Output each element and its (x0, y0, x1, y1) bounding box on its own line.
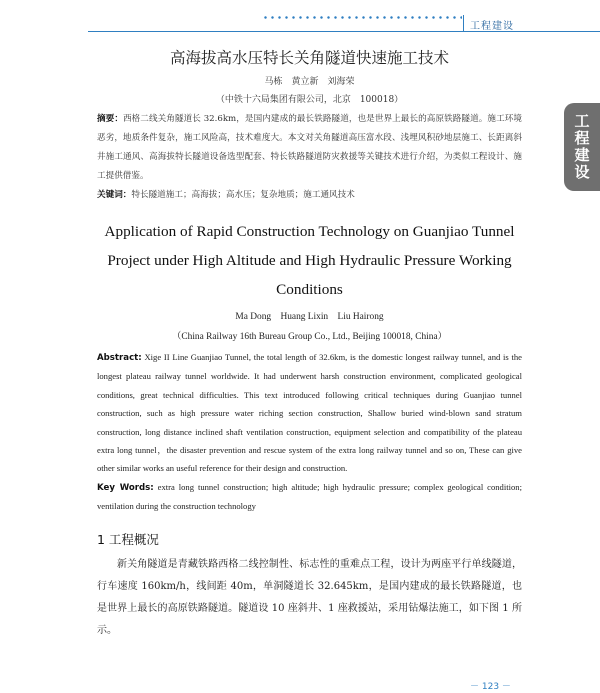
chinese-keywords (97, 186, 522, 205)
side-tab-label: 工程建设 (572, 113, 591, 181)
english-abstract-text: Xige II Line Guanjiao Tunnel, the total length of 32.6km, is the domestic longest railway tunnel, and is the longest plateau railway tunnel worldwide. It had underwent harsh construction environment, complicated geological conditions, great technical difficulties. This text introduced following critical techniques during Guanjiao tunnel construction, such as high pressure water riching section construction, Shallow buried wind-blown sand stratum construction, long distance inclined shaft ventilation construction, equipment selection and compatibility of the plateau extra long tunnel，the disaster prevention and rescue system of the extra long railway tunnel and so on, These can give other similar works an useful reference for their design and construction. (97, 352, 522, 474)
chinese-abstract-label: 摘要： (97, 114, 123, 124)
english-keywords (97, 478, 522, 516)
article (97, 46, 522, 642)
section-1-heading: 1 工程概况 (97, 531, 159, 547)
english-title: Application of Rapid Construction Technology on Guanjiao Tunnel Project under High Altitude and High Hydraulic Pressure Working Conditions (104, 223, 515, 298)
chinese-title: 高海拔高水压特长关角隧道快速施工技术 (169, 49, 449, 67)
header-rule (88, 31, 600, 32)
english-abstract-label: Abstract: (97, 353, 142, 363)
header-dots (262, 14, 462, 24)
english-abstract (97, 348, 522, 478)
page-number: － 123 － (470, 682, 511, 692)
chinese-abstract (97, 110, 522, 186)
chinese-affiliation: （中铁十六局集团有限公司，北京 100018） (215, 95, 404, 105)
chinese-keywords-label: 关键词： (97, 190, 132, 200)
side-tab (564, 103, 600, 191)
english-keywords-label: Key Words: (97, 482, 154, 493)
section-1-paragraph: 新关角隧道是青藏铁路西格二线控制性、标志性的重难点工程，设计为两座平行单线隧道，行车速度 160km/h，线间距 40m，单洞隧道长 32.645km，是国内建成的最长铁路隧道，也是世界上最长的高原铁路隧道。隧道设 10 座斜井、1 座救援站，采用钻爆法施工，如下图 1 所示。 (97, 558, 522, 636)
english-authors: Ma Dong Huang Lixin Liu Hairong (235, 312, 384, 322)
chinese-authors: 马栋 黄立新 刘海荣 (264, 77, 355, 87)
english-affiliation: （China Railway 16th Bureau Group Co., Ltd., Beijing 100018, China） (172, 332, 447, 342)
chinese-abstract-text: 西格二线关角隧道长 32.6km，是国内建成的最长铁路隧道，也是世界上最长的高原铁路隧道。施工环境恶劣，地质条件复杂，施工风险高，技术难度大。本文对关角隧道高压富水段、浅埋风积砂地层施工、长距离斜井施工通风、高海拔特长隧道设备选型配套、特长铁路隧道防灾救援等关键技术进行介绍，为类似工程设计、施工提供借鉴。 (97, 114, 522, 181)
chinese-keywords-text: 特长隧道施工；高海拔；高水压；复杂地质；施工通风技术 (131, 190, 355, 200)
header-tick (463, 15, 464, 31)
journal-label: 工程建设 (470, 21, 514, 32)
english-keywords-text: extra long tunnel construction; high altitude; high hydraulic pressure; complex geological condition; ventilation during the construction technology (97, 481, 522, 512)
